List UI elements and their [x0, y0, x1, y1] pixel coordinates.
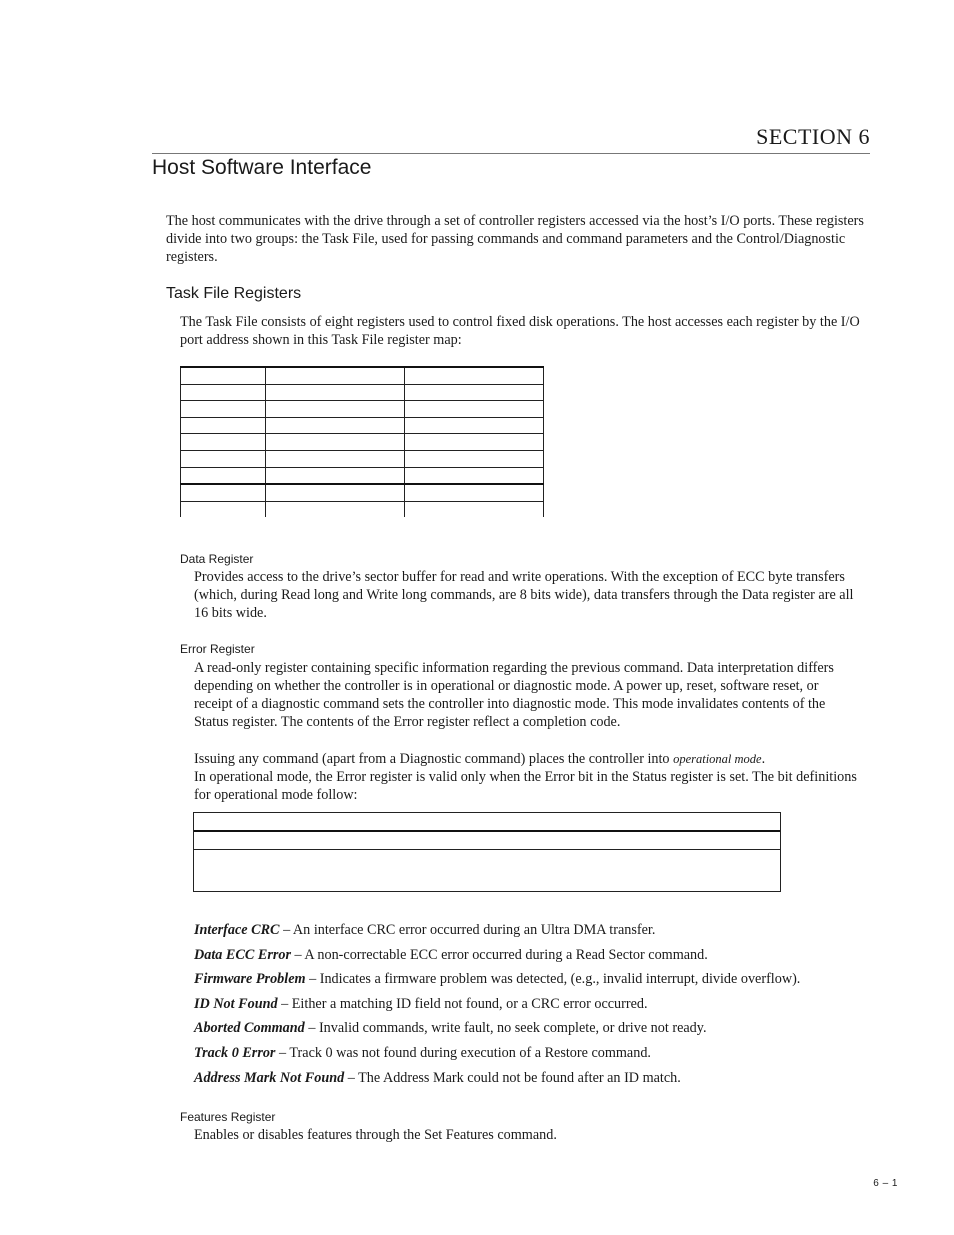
- header-rule: [152, 153, 870, 154]
- table-divider: [194, 830, 780, 832]
- task-file-paragraph: The Task File consists of eight registers used to control fixed disk operations. The host accesses each register by the I/O port address shown in this Task File register map:: [180, 314, 860, 348]
- intro-paragraph: The host communicates with the drive through a set of controller registers accessed via the host’s I/O ports. These registers divide into two groups: the Task File, used for passing commands and command parameters and the Control/Diagnostic registers.: [166, 213, 864, 265]
- table-row: [181, 484, 544, 501]
- error-register-paragraph: A read-only register containing specific information regarding the previous command. Data interpretation differs depending on whether the controller is in operational or diagnostic mode. A power up, reset, software reset, or receipt of a diagnostic command sets the controller into diagnostic mode. This mode invalidates contents of the Status register. The contents of the Error register reflect a completion code.: [194, 660, 834, 730]
- list-item: [194, 1019, 864, 1044]
- bit-description: – A non-correctable ECC error occurred during a Read Sector command.: [290, 946, 708, 963]
- data-register-heading: Data Register: [180, 552, 254, 566]
- list-item: [194, 921, 864, 946]
- features-register-paragraph: Enables or disables features through the Set Features command.: [194, 1127, 557, 1143]
- list-item: [194, 995, 864, 1020]
- bit-description: – Indicates a firmware problem was detected, (e.g., invalid interrupt, divide overflow).: [305, 971, 801, 988]
- list-item: [194, 1069, 864, 1094]
- table-row: [181, 384, 544, 401]
- list-item: [194, 946, 864, 971]
- bit-term: Aborted Command: [194, 1020, 305, 1037]
- error-register-heading: Error Register: [180, 642, 255, 656]
- bit-description: – Either a matching ID field not found, or a CRC error occurred.: [277, 995, 648, 1012]
- features-register-heading: Features Register: [180, 1110, 276, 1124]
- table-row: [181, 401, 544, 418]
- page-title: Host Software Interface: [152, 156, 372, 179]
- table-divider: [194, 849, 780, 850]
- bit-description: – An interface CRC error occurred during an Ultra DMA transfer.: [279, 922, 656, 938]
- bit-term: Address Mark Not Found: [194, 1069, 345, 1086]
- list-item: [194, 1044, 864, 1069]
- table-row: [181, 434, 544, 451]
- task-file-heading: Task File Registers: [166, 285, 302, 302]
- list-item: [194, 970, 864, 995]
- operational-mode-end: .: [761, 751, 766, 767]
- page-number: 6 – 1: [873, 1178, 898, 1189]
- bit-description: – Invalid commands, write fault, no seek complete, or drive not ready.: [304, 1020, 707, 1037]
- bit-description: – Track 0 was not found during execution of a Restore command.: [275, 1044, 651, 1061]
- table-row: [181, 450, 544, 467]
- bit-term: Firmware Problem: [194, 971, 306, 988]
- bit-description: – The Address Mark could not be found after an ID match.: [344, 1069, 681, 1086]
- table-row: [181, 417, 544, 434]
- data-register-paragraph: Provides access to the drive’s sector buffer for read and write operations. With the exception of ECC byte transfers (which, during Read long and Write long commands, are 8 bits wide), data transfers through the Data register are all 16 bits wide.: [194, 569, 854, 621]
- bit-term: Data ECC Error: [194, 946, 291, 963]
- operational-mode-text: Issuing any command (apart from a Diagnostic command) places the controller into: [194, 751, 674, 767]
- section-label: SECTION 6: [756, 124, 870, 149]
- bit-term: Track 0 Error: [194, 1044, 276, 1061]
- operational-mode-term: operational mode: [673, 752, 762, 766]
- table-row: [181, 467, 544, 484]
- operational-mode-paragraph: [194, 750, 864, 804]
- error-bit-table: [193, 812, 781, 892]
- operational-mode-detail: In operational mode, the Error register is valid only when the Error bit in the Status register is set. The bit definitions for operational mode follow:: [194, 769, 857, 803]
- bit-term: ID Not Found: [194, 995, 278, 1012]
- table-row: [181, 367, 544, 384]
- bit-term: Interface CRC: [194, 922, 280, 938]
- table-row: [181, 501, 544, 517]
- task-file-register-map: [180, 366, 544, 517]
- error-bit-definitions: [194, 921, 864, 1093]
